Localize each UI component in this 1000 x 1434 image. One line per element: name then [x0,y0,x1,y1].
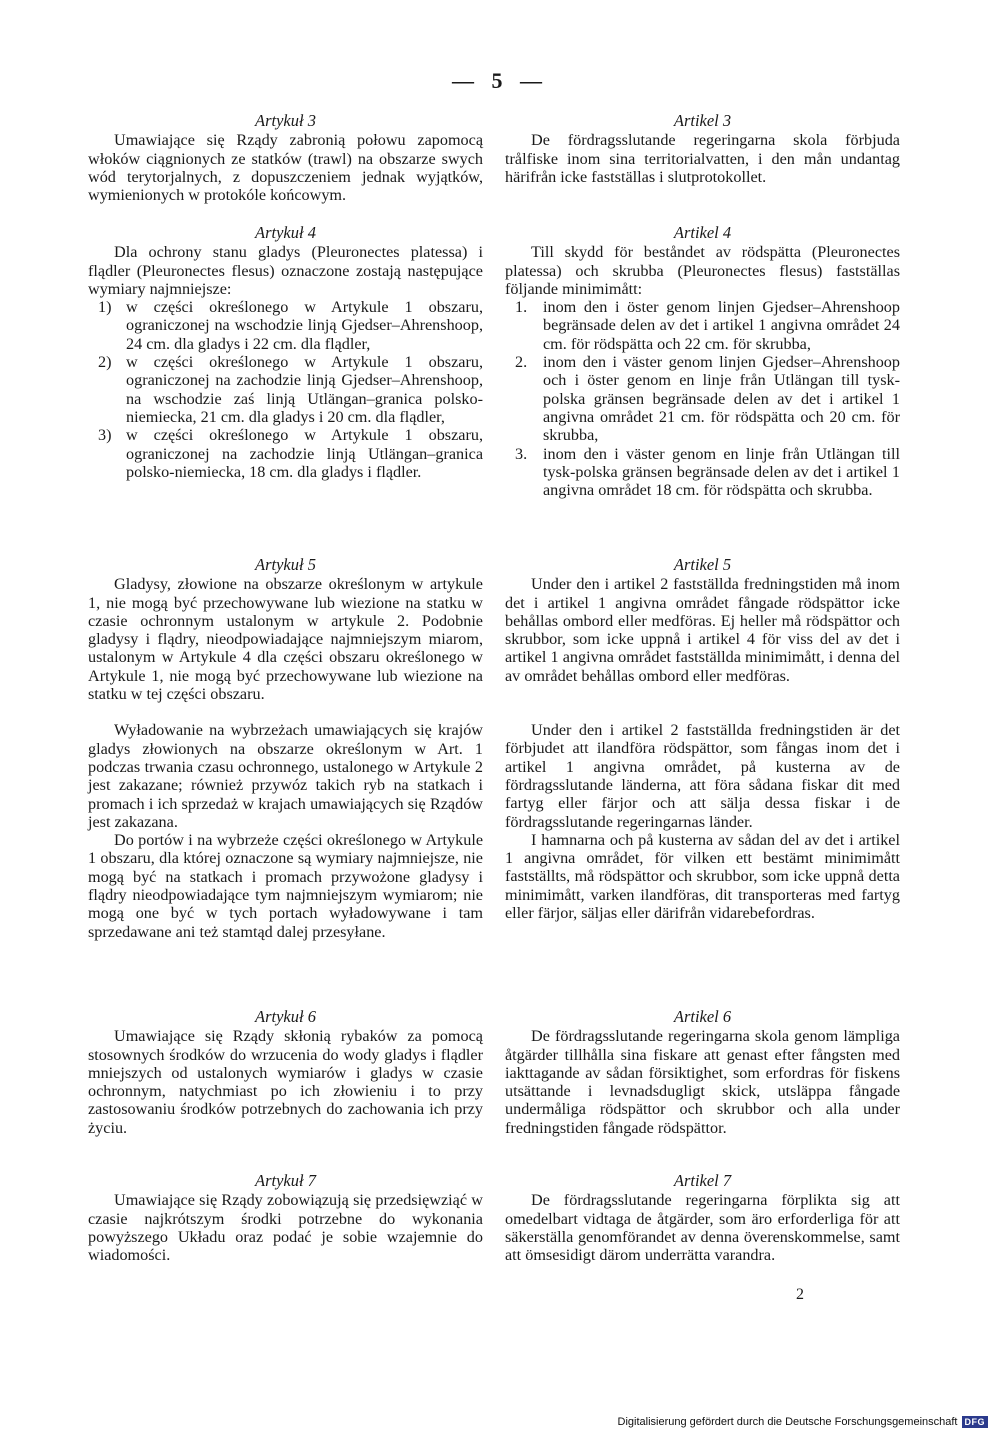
article-heading: Artikel 3 [673,111,732,130]
article-text: De fördragsslutande regeringarna förplikta sig att omedelbart vidtaga de åtgärder, som äro erforderliga för att säkerställa genomförandet av denna överenskommelse, samt att ömsesidigt därom underrätta varandra. [505,1191,900,1265]
article-paragraph-3: Do portów i na wybrzeże części określonego w Artykule 1 obszaru, dla której oznaczone są wymiary najmniejsze, nie mogą być na statkach i promach przywożone gladysy i flądry nieodpowiadające tym najmniejszym wymiarom; nie mogą one być w tych portach wyładowywane i tam sprzedawane ani też stamtąd dalej przesyłane. [88,831,483,941]
list-item-text: inom den i väster genom linjen Gjedser–Ahrenshoop och i öster genom en linje från Utlängan till tysk-polska gränsen begränsade delen av det i artikel 1 angivna området 21 cm. för rödspätta och 20 cm. för skrubba, [543,353,900,445]
artykul-6 [88,1008,483,1137]
measurement-list [88,298,483,481]
article-paragraph-2: Wyładowanie na wybrzeżach umawiających się krajów gladys złowionych na obszarze określonym w Art. 1 podczas trwania czasu ochronnego, ustalonego w Artykule 2 jest zakazane; również przywóz takich ryb na statkach i promach i ich sprzedaż w krajach umawiających się Rządów jest zakazana. [88,721,483,831]
list-item-text: w części określonego w Artykule 1 obszaru, ograniczonej na zachodzie linją Gjedser–Ahrenshoop, na wschodzie zaś linją Utlängan–granica polsko-niemiecka, 21 cm. dla gladys i 20 cm. dla flądler, [126,353,483,426]
sheet-number: 2 [796,1286,804,1303]
article-intro: Till skydd för beståndet av rödspätta (Pleuronectes platessa) och skrubba (Pleuronectes flesus) fastställas följande minimimått: [505,243,900,298]
list-item-number: 3. [515,444,528,463]
article-heading: Artikel 7 [673,1171,732,1190]
list-item-text: w części określonego w Artykule 1 obszaru, ograniczonej na zachodzie linją Utlängan–granica polsko-niemiecka, 18 cm. dla gladys i flądler. [126,426,483,481]
artykul-7 [88,1172,483,1264]
list-item-number: 2) [98,353,112,372]
list-item-number: 2. [515,353,528,372]
article-text: Umawiające się Rządy zabronią połowu zapomocą włoków ciągnionych ze statków (trawl) na obszarze swych wód terytorjalnych, z dopuszczeniem jednak wyjątków, wymienionych w protokóle końcowym. [88,131,483,205]
article-paragraph-1: Under den i artikel 2 fastställda fredningstiden må inom det i artikel 1 angivna området fångade rödspättor icke behållas ombord eller medföras. Ej heller må rödspättor och skrubbor, som icke uppnå i artikel 4 för viss del av det i artikel 1 angivna området fastställda minimimått, i denna del av området behållas ombord eller medföras. [505,575,900,685]
footer-text: Digitalisierung gefördert durch die Deutsche Forschungsgemeinschaft [617,1416,958,1428]
list-item-number: 3) [98,426,112,445]
artikel-4 [505,224,900,499]
artikel-7 [505,1172,900,1264]
list-item [88,426,483,481]
article-heading: Artikel 5 [673,555,732,574]
artikel-5 [505,556,900,922]
list-item-text: inom den i öster genom linjen Gjedser–Ahrenshoop begränsade delen av det i artikel 1 angivna området 24 cm. för rödspätta och 22 cm. för skrubba, [543,298,900,353]
list-item [88,353,483,426]
digitization-footer [618,1416,988,1428]
article-heading: Artikel 4 [673,223,732,242]
article-paragraph-1: Gladysy, złowione na obszarze określonym w artykule 1, nie mogą być przechowywane lub wiezione na statku w czasie ochronnym ustalonym w artykule 2. Podobnie gladysy i flądry, nieodpowiadające najmniejszym miarom, ustalonym w Artykule 4 dla części obszaru określonego w Artykule 1, nie mogą być przechowywane lub wiezione na statku w tej części obszaru. [88,575,483,704]
article-text: De fördragsslutande regeringarna skola förbjuda trålfiske inom sina territorialvatten, i den mån undantag härifrån icke fastställas i slutprotokollet. [505,131,900,186]
artikel-3 [505,112,900,186]
article-text: De fördragsslutande regeringarna skola genom lämpliga åtgärder tillhålla sina fiskare att genast efter fångsten med iakttagande av sådan försiktighet, som erfordras för fiskens utsättande i levnadsdugligt skick, utsläppa fångade undermåliga rödspättor och skrubbor och alla under fredningstiden fångade rödspättor. [505,1027,900,1137]
measurement-list [505,298,900,499]
article-heading: Artykuł 6 [255,1007,316,1026]
article-heading: Artykuł 4 [255,223,316,242]
article-paragraph-2: Under den i artikel 2 fastställda fredningstiden är det förbjudet att ilandföra rödspättor, som fångas inom det i artikel 1 angivna området, på kusterna av de fördragsslutande länderna, att föra sådana fiskar dit med fartyg eller färjor och att sälja dessa fiskar i de fördragsslutande regeringarnas länder. [505,721,900,831]
article-heading: Artykuł 7 [255,1171,316,1190]
list-item-text: inom den i väster genom en linje från Utlängan till tysk-polska gränsen begränsade delen av det i artikel 1 angivna området 18 cm. för rödspätta och skrubba. [543,444,900,500]
list-item [505,298,900,353]
article-text: Umawiające się Rządy skłonią rybaków za pomocą stosownych środków do wrzucenia do wody gladys i flądler mniejszych od ustalonych wymiarów i gladys w czasie ochronnym, natychmiast po ich złowieniu i to przy zastosowaniu środków potrzebnych do zachowania ich przy życiu. [88,1027,483,1137]
list-item-text: w części określonego w Artykule 1 obszaru, ograniczonej na wschodzie linją Gjedser–Ahrenshoop, 24 cm. dla gladys i 22 cm. dla flądler, [126,298,483,353]
list-item [505,353,900,444]
dfg-logo-icon: DFG [962,1416,989,1428]
page-number: — 5 — [452,68,548,93]
article-heading: Artykuł 5 [255,555,316,574]
artykul-5 [88,556,483,941]
list-item-number: 1. [515,298,528,317]
list-item-number: 1) [98,298,112,317]
artikel-6 [505,1008,900,1137]
list-item [88,298,483,353]
article-intro: Dla ochrony stanu gladys (Pleuronectes platessa) i flądler (Pleuronectes flesus) oznaczone zostają następujące wymiary najmniejsze: [88,243,483,298]
list-item [505,445,900,500]
artykul-3 [88,112,483,204]
article-heading: Artikel 6 [673,1007,732,1026]
article-paragraph-3: I hamnarna och på kusterna av sådan del av det i artikel 1 angivna området, för vilken ett bestämt minimimått fastställts, må rödspättor och skrubbor, som icke uppnå detta minimimått, varken ilandföras, dit transporteras med fartyg eller färjor, säljas eller därifrån vidarebefordras. [505,830,900,923]
artykul-4 [88,224,483,481]
article-text: Umawiające się Rządy zobowiązują się przedsięwziąć w czasie najkrótszym środki potrzebne do wykonania powyższego Układu oraz podać je sobie wzajemnie do wiadomości. [88,1191,483,1265]
article-heading: Artykuł 3 [255,111,316,130]
